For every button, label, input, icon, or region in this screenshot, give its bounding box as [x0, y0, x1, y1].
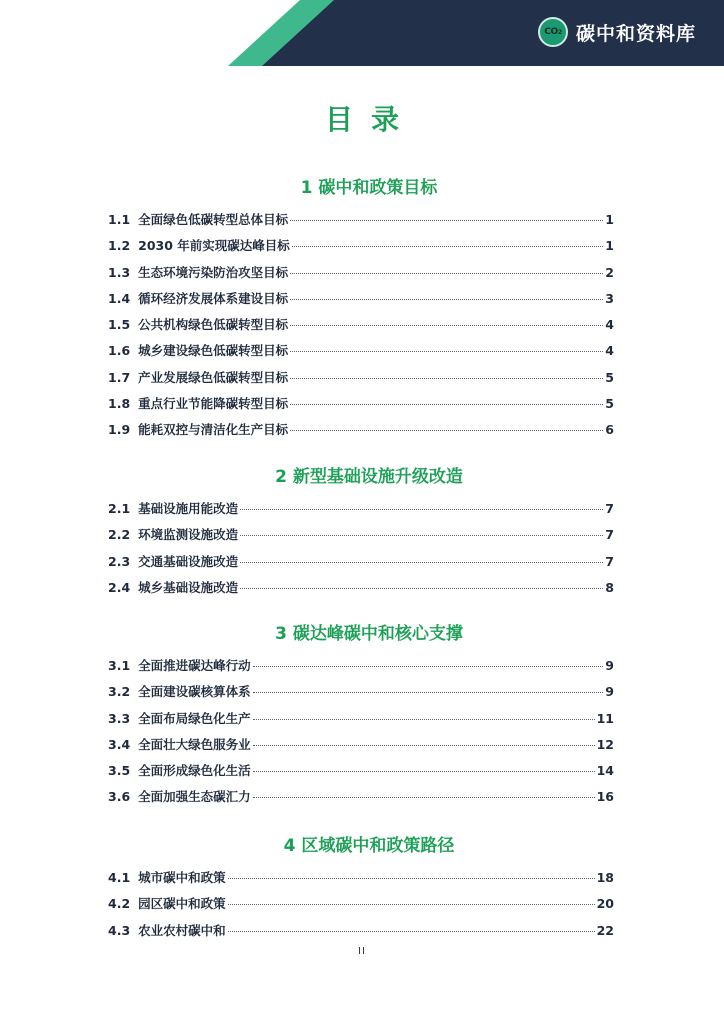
toc-entry-title: 城乡建设绿色低碳转型目标: [138, 343, 289, 359]
toc-leader-dots: [228, 878, 595, 879]
toc-leader-dots: [253, 692, 604, 693]
toc-entry-number: 1.6: [108, 343, 131, 359]
toc-entry-page: 8: [605, 579, 614, 595]
toc-entry-number: 3.5: [108, 763, 131, 779]
toc-entry-page: 14: [596, 763, 614, 779]
toc-leader-dots: [240, 562, 603, 563]
toc-entry-page: 5: [605, 369, 614, 385]
section-heading: 3 碳达峰碳中和核心支撑: [275, 624, 463, 644]
header-banner: [0, 0, 724, 66]
toc-entry[interactable]: [108, 289, 614, 315]
toc-entry-page: 4: [605, 343, 614, 359]
toc-entry[interactable]: [108, 315, 614, 341]
toc-entry-page: 3: [605, 290, 614, 306]
section-heading: 1 碳中和政策目标: [300, 178, 438, 198]
toc-section-1: [108, 175, 614, 447]
toc-entry-page: 9: [605, 658, 614, 673]
toc-entry-title: 全面建设碳核算体系: [138, 684, 251, 700]
toc-entry-title: 全面布局绿色化生产: [138, 710, 251, 726]
brand-name: 碳中和资料库: [575, 22, 696, 45]
toc-entry[interactable]: [108, 499, 614, 525]
co2-logo-icon: [538, 17, 568, 47]
toc-entry-page: 18: [596, 870, 614, 885]
toc-entry-page: 12: [596, 736, 614, 752]
toc-section-2: [108, 464, 614, 604]
toc-leader-dots: [290, 404, 603, 405]
toc-leader-dots: [290, 325, 603, 326]
toc-entry[interactable]: [108, 341, 614, 367]
toc-entry-number: 1.9: [108, 422, 131, 438]
toc-entry-number: 2.3: [108, 553, 131, 569]
toc-entry-title: 重点行业节能降碳转型目标: [138, 396, 289, 412]
toc-list: [108, 499, 614, 604]
toc-entry-page: 1: [605, 212, 614, 227]
toc-entry-number: 4.3: [108, 922, 131, 938]
toc-leader-dots: [240, 588, 603, 589]
toc-list: [108, 868, 614, 947]
toc-leader-dots: [228, 931, 595, 932]
toc-entry-number: 3.3: [108, 710, 131, 726]
toc-leader-dots: [253, 666, 604, 667]
toc-entry-page: 4: [605, 317, 614, 333]
toc-entry[interactable]: [108, 682, 614, 708]
toc-entry[interactable]: [108, 236, 614, 262]
toc-entry[interactable]: [108, 709, 614, 735]
toc-entry[interactable]: [108, 263, 614, 289]
toc-entry[interactable]: [108, 868, 614, 894]
toc-list: [108, 210, 614, 447]
toc-entry-number: 1.4: [108, 290, 131, 306]
toc-entry-title: 园区碳中和政策: [138, 896, 226, 912]
page-number: II: [358, 946, 366, 957]
toc-entry-title: 全面壮大绿色服务业: [138, 736, 251, 752]
toc-entry-title: 环境监测设施改造: [138, 527, 239, 543]
toc-leader-dots: [253, 719, 595, 720]
toc-entry-title: 农业农村碳中和: [138, 922, 226, 938]
toc-entry-title: 产业发展绿色低碳转型目标: [138, 369, 289, 385]
toc-entry[interactable]: [108, 552, 614, 578]
toc-section-3: [108, 621, 614, 814]
toc-entry-page: 7: [605, 553, 614, 569]
toc-entry-page: 7: [605, 501, 614, 516]
toc-list: [108, 656, 614, 814]
toc-entry-title: 能耗双控与清洁化生产目标: [138, 422, 289, 438]
toc-entry[interactable]: [108, 578, 614, 604]
toc-entry-page: 5: [605, 396, 614, 412]
toc-leader-dots: [290, 220, 603, 221]
toc-entry[interactable]: [108, 921, 614, 947]
toc-entry[interactable]: [108, 525, 614, 551]
toc-entry-number: 1.7: [108, 369, 131, 385]
toc-entry-title: 公共机构绿色低碳转型目标: [138, 317, 289, 333]
toc-leader-dots: [228, 904, 595, 905]
toc-entry[interactable]: [108, 210, 614, 236]
toc-entry[interactable]: [108, 368, 614, 394]
logo-subscript: 2: [557, 28, 562, 36]
toc-entry-title: 城市碳中和政策: [138, 870, 226, 885]
toc-entry-title: 2030 年前实现碳达峰目标: [138, 238, 290, 254]
toc-entry-number: 4.2: [108, 896, 131, 912]
toc-entry[interactable]: [108, 894, 614, 920]
toc-leader-dots: [290, 378, 603, 379]
toc-entry-title: 全面推进碳达峰行动: [138, 658, 251, 673]
toc-leader-dots: [240, 535, 603, 536]
brand: [538, 15, 696, 49]
toc-leader-dots: [290, 351, 603, 352]
toc-leader-dots: [253, 745, 595, 746]
toc-entry-page: 9: [605, 684, 614, 700]
toc-entry[interactable]: [108, 656, 614, 682]
toc-leader-dots: [290, 299, 603, 300]
toc-entry-number: 1.8: [108, 396, 131, 412]
toc-entry-title: 生态环境污染防治攻坚目标: [138, 264, 289, 280]
toc-entry-number: 3.6: [108, 789, 131, 805]
toc-entry-title: 交通基础设施改造: [138, 553, 239, 569]
toc-entry-number: 1.5: [108, 317, 131, 333]
toc-entry-page: 6: [605, 422, 614, 438]
logo-text: CO: [544, 27, 558, 37]
toc-entry-number: 3.2: [108, 684, 131, 700]
toc-entry-page: 16: [596, 789, 614, 805]
toc-entry-number: 2.4: [108, 579, 131, 595]
toc-entry-title: 全面加强生态碳汇力: [138, 789, 251, 805]
toc-entry[interactable]: [108, 735, 614, 761]
toc-entry[interactable]: [108, 420, 614, 446]
toc-entry-page: 22: [596, 922, 614, 938]
page-title: 目录: [324, 103, 417, 136]
toc-leader-dots: [240, 509, 603, 510]
toc-entry-title: 基础设施用能改造: [138, 501, 239, 516]
toc-leader-dots: [290, 273, 603, 274]
toc-section-4: [108, 833, 614, 947]
toc-entry-number: 3.1: [108, 658, 131, 673]
toc-entry-title: 全面绿色低碳转型总体目标: [138, 212, 289, 227]
toc-entry-number: 3.4: [108, 736, 131, 752]
toc-entry-number: 1.3: [108, 264, 131, 280]
toc-entry[interactable]: [108, 787, 614, 813]
section-heading: 2 新型基础设施升级改造: [275, 467, 463, 487]
toc-entry[interactable]: [108, 761, 614, 787]
toc-entry-page: 1: [605, 238, 614, 254]
toc-entry-number: 2.2: [108, 527, 131, 543]
toc-entry-page: 20: [596, 896, 614, 912]
toc-entry-number: 1.2: [108, 238, 131, 254]
toc-leader-dots: [292, 246, 603, 247]
toc-entry-number: 1.1: [108, 212, 131, 227]
toc-entry[interactable]: [108, 394, 614, 420]
toc-entry-page: 7: [605, 527, 614, 543]
toc-leader-dots: [253, 771, 595, 772]
section-heading: 4 区域碳中和政策路径: [283, 836, 455, 856]
toc-entry-number: 4.1: [108, 870, 131, 885]
toc-entry-page: 11: [596, 710, 614, 726]
toc-entry-title: 全面形成绿色化生活: [138, 763, 251, 779]
toc-leader-dots: [253, 797, 595, 798]
toc-entry-title: 循环经济发展体系建设目标: [138, 290, 289, 306]
toc-entry-page: 2: [605, 264, 614, 280]
toc-leader-dots: [290, 430, 603, 431]
toc-entry-number: 2.1: [108, 501, 131, 516]
toc-entry-title: 城乡基础设施改造: [138, 579, 239, 595]
